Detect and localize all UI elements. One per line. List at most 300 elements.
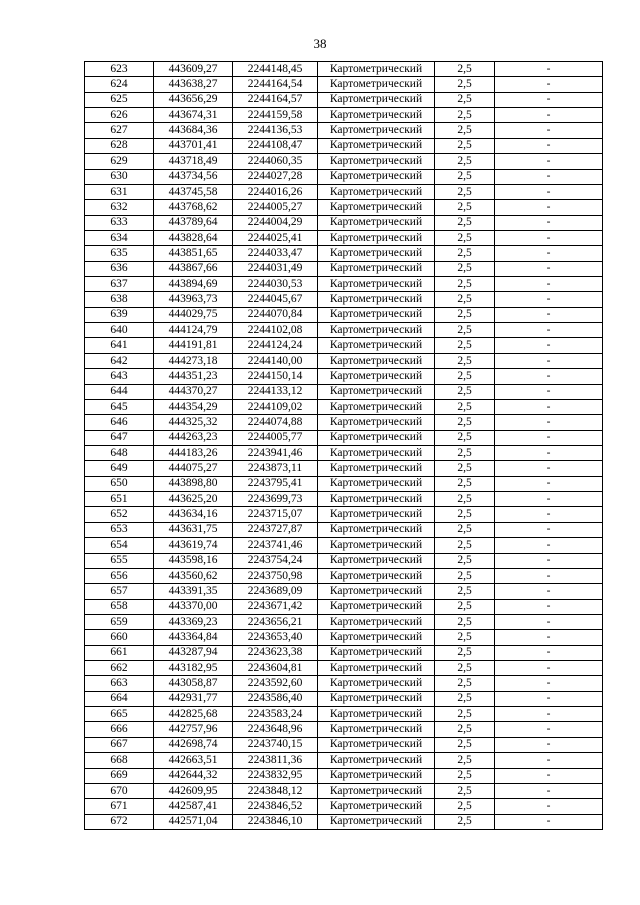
method-cell: Картометрический bbox=[318, 246, 435, 261]
table-row bbox=[85, 415, 603, 430]
accuracy-cell: 2,5 bbox=[435, 814, 495, 829]
table-row bbox=[85, 814, 603, 829]
description-cell: - bbox=[495, 200, 603, 215]
accuracy-cell: 2,5 bbox=[435, 614, 495, 629]
description-cell: - bbox=[495, 353, 603, 368]
table-row bbox=[85, 799, 603, 814]
x-coordinate-cell: 444370,27 bbox=[154, 384, 233, 399]
accuracy-cell: 2,5 bbox=[435, 338, 495, 353]
point-number-cell: 653 bbox=[85, 522, 154, 537]
method-cell: Картометрический bbox=[318, 614, 435, 629]
y-coordinate-cell: 2244102,08 bbox=[233, 323, 318, 338]
accuracy-cell: 2,5 bbox=[435, 92, 495, 107]
table-row bbox=[85, 584, 603, 599]
x-coordinate-cell: 442825,68 bbox=[154, 707, 233, 722]
method-cell: Картометрический bbox=[318, 138, 435, 153]
point-number-cell: 649 bbox=[85, 461, 154, 476]
point-number-cell: 664 bbox=[85, 691, 154, 706]
point-number-cell: 667 bbox=[85, 737, 154, 752]
x-coordinate-cell: 443718,49 bbox=[154, 154, 233, 169]
x-coordinate-cell: 443674,31 bbox=[154, 108, 233, 123]
y-coordinate-cell: 2243754,24 bbox=[233, 553, 318, 568]
y-coordinate-cell: 2243727,87 bbox=[233, 522, 318, 537]
table-row bbox=[85, 522, 603, 537]
description-cell: - bbox=[495, 277, 603, 292]
x-coordinate-cell: 443638,27 bbox=[154, 77, 233, 92]
method-cell: Картометрический bbox=[318, 630, 435, 645]
accuracy-cell: 2,5 bbox=[435, 584, 495, 599]
method-cell: Картометрический bbox=[318, 92, 435, 107]
accuracy-cell: 2,5 bbox=[435, 568, 495, 583]
y-coordinate-cell: 2243832,95 bbox=[233, 768, 318, 783]
point-number-cell: 648 bbox=[85, 445, 154, 460]
y-coordinate-cell: 2243623,38 bbox=[233, 645, 318, 660]
point-number-cell: 645 bbox=[85, 399, 154, 414]
description-cell: - bbox=[495, 691, 603, 706]
y-coordinate-cell: 2244030,53 bbox=[233, 277, 318, 292]
table-row bbox=[85, 568, 603, 583]
accuracy-cell: 2,5 bbox=[435, 169, 495, 184]
point-number-cell: 624 bbox=[85, 77, 154, 92]
method-cell: Картометрический bbox=[318, 507, 435, 522]
point-number-cell: 642 bbox=[85, 353, 154, 368]
y-coordinate-cell: 2243648,96 bbox=[233, 722, 318, 737]
method-cell: Картометрический bbox=[318, 645, 435, 660]
y-coordinate-cell: 2244136,53 bbox=[233, 123, 318, 138]
x-coordinate-cell: 443182,95 bbox=[154, 661, 233, 676]
accuracy-cell: 2,5 bbox=[435, 645, 495, 660]
description-cell: - bbox=[495, 123, 603, 138]
table-row bbox=[85, 507, 603, 522]
point-number-cell: 623 bbox=[85, 62, 154, 77]
accuracy-cell: 2,5 bbox=[435, 215, 495, 230]
method-cell: Картометрический bbox=[318, 584, 435, 599]
point-number-cell: 628 bbox=[85, 138, 154, 153]
x-coordinate-cell: 443745,58 bbox=[154, 184, 233, 199]
method-cell: Картометрический bbox=[318, 430, 435, 445]
description-cell: - bbox=[495, 384, 603, 399]
y-coordinate-cell: 2243795,41 bbox=[233, 476, 318, 491]
method-cell: Картометрический bbox=[318, 77, 435, 92]
table-row bbox=[85, 138, 603, 153]
table-row bbox=[85, 661, 603, 676]
description-cell: - bbox=[495, 492, 603, 507]
x-coordinate-cell: 444191,81 bbox=[154, 338, 233, 353]
point-number-cell: 635 bbox=[85, 246, 154, 261]
y-coordinate-cell: 2244005,27 bbox=[233, 200, 318, 215]
point-number-cell: 632 bbox=[85, 200, 154, 215]
method-cell: Картометрический bbox=[318, 799, 435, 814]
point-number-cell: 634 bbox=[85, 230, 154, 245]
x-coordinate-cell: 443789,64 bbox=[154, 215, 233, 230]
x-coordinate-cell: 443867,66 bbox=[154, 261, 233, 276]
method-cell: Картометрический bbox=[318, 476, 435, 491]
page-number: 38 bbox=[313, 36, 327, 51]
y-coordinate-cell: 2243848,12 bbox=[233, 783, 318, 798]
point-number-cell: 660 bbox=[85, 630, 154, 645]
x-coordinate-cell: 443828,64 bbox=[154, 230, 233, 245]
description-cell: - bbox=[495, 184, 603, 199]
point-number-cell: 651 bbox=[85, 492, 154, 507]
method-cell: Картометрический bbox=[318, 707, 435, 722]
description-cell: - bbox=[495, 722, 603, 737]
accuracy-cell: 2,5 bbox=[435, 661, 495, 676]
table-row bbox=[85, 353, 603, 368]
description-cell: - bbox=[495, 108, 603, 123]
accuracy-cell: 2,5 bbox=[435, 415, 495, 430]
table-row bbox=[85, 753, 603, 768]
accuracy-cell: 2,5 bbox=[435, 691, 495, 706]
method-cell: Картометрический bbox=[318, 399, 435, 414]
x-coordinate-cell: 442609,95 bbox=[154, 783, 233, 798]
x-coordinate-cell: 443370,00 bbox=[154, 599, 233, 614]
method-cell: Картометрический bbox=[318, 768, 435, 783]
description-cell: - bbox=[495, 399, 603, 414]
table-row bbox=[85, 492, 603, 507]
y-coordinate-cell: 2244124,24 bbox=[233, 338, 318, 353]
method-cell: Картометрический bbox=[318, 538, 435, 553]
table-row bbox=[85, 614, 603, 629]
accuracy-cell: 2,5 bbox=[435, 200, 495, 215]
y-coordinate-cell: 2244070,84 bbox=[233, 307, 318, 322]
description-cell: - bbox=[495, 246, 603, 261]
table-row bbox=[85, 553, 603, 568]
point-number-cell: 629 bbox=[85, 154, 154, 169]
y-coordinate-cell: 2244027,28 bbox=[233, 169, 318, 184]
y-coordinate-cell: 2244148,45 bbox=[233, 62, 318, 77]
point-number-cell: 627 bbox=[85, 123, 154, 138]
point-number-cell: 646 bbox=[85, 415, 154, 430]
x-coordinate-cell: 443898,80 bbox=[154, 476, 233, 491]
description-cell: - bbox=[495, 753, 603, 768]
y-coordinate-cell: 2243604,81 bbox=[233, 661, 318, 676]
x-coordinate-cell: 442644,32 bbox=[154, 768, 233, 783]
point-number-cell: 669 bbox=[85, 768, 154, 783]
y-coordinate-cell: 2244159,58 bbox=[233, 108, 318, 123]
x-coordinate-cell: 443619,74 bbox=[154, 538, 233, 553]
accuracy-cell: 2,5 bbox=[435, 138, 495, 153]
point-number-cell: 662 bbox=[85, 661, 154, 676]
y-coordinate-cell: 2243656,21 bbox=[233, 614, 318, 629]
table-row bbox=[85, 722, 603, 737]
y-coordinate-cell: 2243699,73 bbox=[233, 492, 318, 507]
point-number-cell: 626 bbox=[85, 108, 154, 123]
accuracy-cell: 2,5 bbox=[435, 476, 495, 491]
accuracy-cell: 2,5 bbox=[435, 384, 495, 399]
point-number-cell: 637 bbox=[85, 277, 154, 292]
point-number-cell: 666 bbox=[85, 722, 154, 737]
description-cell: - bbox=[495, 215, 603, 230]
method-cell: Картометрический bbox=[318, 169, 435, 184]
table-row bbox=[85, 184, 603, 199]
description-cell: - bbox=[495, 415, 603, 430]
method-cell: Картометрический bbox=[318, 338, 435, 353]
point-number-cell: 671 bbox=[85, 799, 154, 814]
table-row bbox=[85, 676, 603, 691]
method-cell: Картометрический bbox=[318, 369, 435, 384]
x-coordinate-cell: 443656,29 bbox=[154, 92, 233, 107]
y-coordinate-cell: 2243811,36 bbox=[233, 753, 318, 768]
y-coordinate-cell: 2243715,07 bbox=[233, 507, 318, 522]
accuracy-cell: 2,5 bbox=[435, 307, 495, 322]
description-cell: - bbox=[495, 568, 603, 583]
description-cell: - bbox=[495, 62, 603, 77]
y-coordinate-cell: 2243941,46 bbox=[233, 445, 318, 460]
accuracy-cell: 2,5 bbox=[435, 553, 495, 568]
accuracy-cell: 2,5 bbox=[435, 230, 495, 245]
description-cell: - bbox=[495, 323, 603, 338]
point-number-cell: 672 bbox=[85, 814, 154, 829]
point-number-cell: 639 bbox=[85, 307, 154, 322]
description-cell: - bbox=[495, 476, 603, 491]
point-number-cell: 630 bbox=[85, 169, 154, 184]
x-coordinate-cell: 443768,62 bbox=[154, 200, 233, 215]
point-number-cell: 643 bbox=[85, 369, 154, 384]
y-coordinate-cell: 2244031,49 bbox=[233, 261, 318, 276]
description-cell: - bbox=[495, 138, 603, 153]
accuracy-cell: 2,5 bbox=[435, 369, 495, 384]
point-number-cell: 641 bbox=[85, 338, 154, 353]
description-cell: - bbox=[495, 645, 603, 660]
method-cell: Картометрический bbox=[318, 184, 435, 199]
table-row bbox=[85, 461, 603, 476]
table-row bbox=[85, 369, 603, 384]
table-row bbox=[85, 323, 603, 338]
y-coordinate-cell: 2244164,54 bbox=[233, 77, 318, 92]
point-number-cell: 656 bbox=[85, 568, 154, 583]
description-cell: - bbox=[495, 430, 603, 445]
description-cell: - bbox=[495, 768, 603, 783]
table-row bbox=[85, 737, 603, 752]
table-row bbox=[85, 77, 603, 92]
description-cell: - bbox=[495, 522, 603, 537]
description-cell: - bbox=[495, 369, 603, 384]
method-cell: Картометрический bbox=[318, 553, 435, 568]
table-row bbox=[85, 599, 603, 614]
y-coordinate-cell: 2243741,46 bbox=[233, 538, 318, 553]
description-cell: - bbox=[495, 661, 603, 676]
method-cell: Картометрический bbox=[318, 261, 435, 276]
description-cell: - bbox=[495, 783, 603, 798]
point-number-cell: 659 bbox=[85, 614, 154, 629]
x-coordinate-cell: 443609,27 bbox=[154, 62, 233, 77]
y-coordinate-cell: 2244074,88 bbox=[233, 415, 318, 430]
table-row bbox=[85, 707, 603, 722]
x-coordinate-cell: 443560,62 bbox=[154, 568, 233, 583]
point-number-cell: 670 bbox=[85, 783, 154, 798]
method-cell: Картометрический bbox=[318, 722, 435, 737]
accuracy-cell: 2,5 bbox=[435, 507, 495, 522]
accuracy-cell: 2,5 bbox=[435, 783, 495, 798]
table-row bbox=[85, 62, 603, 77]
accuracy-cell: 2,5 bbox=[435, 799, 495, 814]
point-number-cell: 652 bbox=[85, 507, 154, 522]
method-cell: Картометрический bbox=[318, 307, 435, 322]
table-row bbox=[85, 200, 603, 215]
accuracy-cell: 2,5 bbox=[435, 768, 495, 783]
description-cell: - bbox=[495, 445, 603, 460]
table-row bbox=[85, 783, 603, 798]
x-coordinate-cell: 444124,79 bbox=[154, 323, 233, 338]
accuracy-cell: 2,5 bbox=[435, 461, 495, 476]
method-cell: Картометрический bbox=[318, 384, 435, 399]
x-coordinate-cell: 444351,23 bbox=[154, 369, 233, 384]
accuracy-cell: 2,5 bbox=[435, 246, 495, 261]
method-cell: Картометрический bbox=[318, 415, 435, 430]
x-coordinate-cell: 443701,41 bbox=[154, 138, 233, 153]
description-cell: - bbox=[495, 553, 603, 568]
description-cell: - bbox=[495, 737, 603, 752]
table-row bbox=[85, 261, 603, 276]
y-coordinate-cell: 2244045,67 bbox=[233, 292, 318, 307]
method-cell: Картометрический bbox=[318, 445, 435, 460]
point-number-cell: 647 bbox=[85, 430, 154, 445]
x-coordinate-cell: 443598,16 bbox=[154, 553, 233, 568]
y-coordinate-cell: 2244005,77 bbox=[233, 430, 318, 445]
table-row bbox=[85, 92, 603, 107]
y-coordinate-cell: 2243586,40 bbox=[233, 691, 318, 706]
accuracy-cell: 2,5 bbox=[435, 522, 495, 537]
y-coordinate-cell: 2243671,42 bbox=[233, 599, 318, 614]
y-coordinate-cell: 2244004,29 bbox=[233, 215, 318, 230]
y-coordinate-cell: 2244025,41 bbox=[233, 230, 318, 245]
table-row bbox=[85, 169, 603, 184]
accuracy-cell: 2,5 bbox=[435, 323, 495, 338]
method-cell: Картометрический bbox=[318, 568, 435, 583]
description-cell: - bbox=[495, 676, 603, 691]
table-row bbox=[85, 246, 603, 261]
table-row bbox=[85, 538, 603, 553]
method-cell: Картометрический bbox=[318, 277, 435, 292]
coordinates-table bbox=[84, 61, 603, 830]
description-cell: - bbox=[495, 707, 603, 722]
method-cell: Картометрический bbox=[318, 814, 435, 829]
accuracy-cell: 2,5 bbox=[435, 154, 495, 169]
x-coordinate-cell: 442587,41 bbox=[154, 799, 233, 814]
point-number-cell: 631 bbox=[85, 184, 154, 199]
description-cell: - bbox=[495, 538, 603, 553]
description-cell: - bbox=[495, 814, 603, 829]
accuracy-cell: 2,5 bbox=[435, 62, 495, 77]
description-cell: - bbox=[495, 292, 603, 307]
method-cell: Картометрический bbox=[318, 215, 435, 230]
table-row bbox=[85, 630, 603, 645]
method-cell: Картометрический bbox=[318, 661, 435, 676]
x-coordinate-cell: 444075,27 bbox=[154, 461, 233, 476]
y-coordinate-cell: 2243583,24 bbox=[233, 707, 318, 722]
y-coordinate-cell: 2243653,40 bbox=[233, 630, 318, 645]
y-coordinate-cell: 2244133,12 bbox=[233, 384, 318, 399]
y-coordinate-cell: 2243846,52 bbox=[233, 799, 318, 814]
accuracy-cell: 2,5 bbox=[435, 184, 495, 199]
method-cell: Картометрический bbox=[318, 154, 435, 169]
method-cell: Картометрический bbox=[318, 737, 435, 752]
y-coordinate-cell: 2243750,98 bbox=[233, 568, 318, 583]
accuracy-cell: 2,5 bbox=[435, 277, 495, 292]
method-cell: Картометрический bbox=[318, 323, 435, 338]
x-coordinate-cell: 443631,75 bbox=[154, 522, 233, 537]
point-number-cell: 633 bbox=[85, 215, 154, 230]
description-cell: - bbox=[495, 799, 603, 814]
coordinates-table-body bbox=[85, 62, 603, 830]
table-row bbox=[85, 430, 603, 445]
x-coordinate-cell: 442571,04 bbox=[154, 814, 233, 829]
table-row bbox=[85, 691, 603, 706]
table-row bbox=[85, 215, 603, 230]
accuracy-cell: 2,5 bbox=[435, 77, 495, 92]
description-cell: - bbox=[495, 599, 603, 614]
x-coordinate-cell: 443894,69 bbox=[154, 277, 233, 292]
table-row bbox=[85, 338, 603, 353]
description-cell: - bbox=[495, 507, 603, 522]
method-cell: Картометрический bbox=[318, 691, 435, 706]
table-row bbox=[85, 307, 603, 322]
table-row bbox=[85, 108, 603, 123]
table-row bbox=[85, 476, 603, 491]
method-cell: Картометрический bbox=[318, 230, 435, 245]
description-cell: - bbox=[495, 630, 603, 645]
method-cell: Картометрический bbox=[318, 353, 435, 368]
x-coordinate-cell: 444354,29 bbox=[154, 399, 233, 414]
accuracy-cell: 2,5 bbox=[435, 722, 495, 737]
accuracy-cell: 2,5 bbox=[435, 737, 495, 752]
x-coordinate-cell: 444029,75 bbox=[154, 307, 233, 322]
y-coordinate-cell: 2243592,60 bbox=[233, 676, 318, 691]
y-coordinate-cell: 2244016,26 bbox=[233, 184, 318, 199]
point-number-cell: 654 bbox=[85, 538, 154, 553]
x-coordinate-cell: 444273,18 bbox=[154, 353, 233, 368]
point-number-cell: 655 bbox=[85, 553, 154, 568]
method-cell: Картометрический bbox=[318, 783, 435, 798]
x-coordinate-cell: 443684,36 bbox=[154, 123, 233, 138]
method-cell: Картометрический bbox=[318, 753, 435, 768]
point-number-cell: 663 bbox=[85, 676, 154, 691]
y-coordinate-cell: 2244109,02 bbox=[233, 399, 318, 414]
description-cell: - bbox=[495, 230, 603, 245]
point-number-cell: 644 bbox=[85, 384, 154, 399]
x-coordinate-cell: 443963,73 bbox=[154, 292, 233, 307]
x-coordinate-cell: 444263,23 bbox=[154, 430, 233, 445]
x-coordinate-cell: 443391,35 bbox=[154, 584, 233, 599]
description-cell: - bbox=[495, 169, 603, 184]
method-cell: Картометрический bbox=[318, 492, 435, 507]
method-cell: Картометрический bbox=[318, 522, 435, 537]
y-coordinate-cell: 2244164,57 bbox=[233, 92, 318, 107]
description-cell: - bbox=[495, 261, 603, 276]
x-coordinate-cell: 442931,77 bbox=[154, 691, 233, 706]
x-coordinate-cell: 442698,74 bbox=[154, 737, 233, 752]
table-row bbox=[85, 154, 603, 169]
x-coordinate-cell: 443058,87 bbox=[154, 676, 233, 691]
x-coordinate-cell: 442757,96 bbox=[154, 722, 233, 737]
table-row bbox=[85, 645, 603, 660]
point-number-cell: 650 bbox=[85, 476, 154, 491]
point-number-cell: 661 bbox=[85, 645, 154, 660]
table-row bbox=[85, 123, 603, 138]
method-cell: Картометрический bbox=[318, 461, 435, 476]
table-row bbox=[85, 399, 603, 414]
x-coordinate-cell: 442663,51 bbox=[154, 753, 233, 768]
x-coordinate-cell: 444183,26 bbox=[154, 445, 233, 460]
point-number-cell: 668 bbox=[85, 753, 154, 768]
accuracy-cell: 2,5 bbox=[435, 445, 495, 460]
method-cell: Картометрический bbox=[318, 599, 435, 614]
y-coordinate-cell: 2244150,14 bbox=[233, 369, 318, 384]
accuracy-cell: 2,5 bbox=[435, 676, 495, 691]
accuracy-cell: 2,5 bbox=[435, 399, 495, 414]
accuracy-cell: 2,5 bbox=[435, 292, 495, 307]
table-row bbox=[85, 277, 603, 292]
